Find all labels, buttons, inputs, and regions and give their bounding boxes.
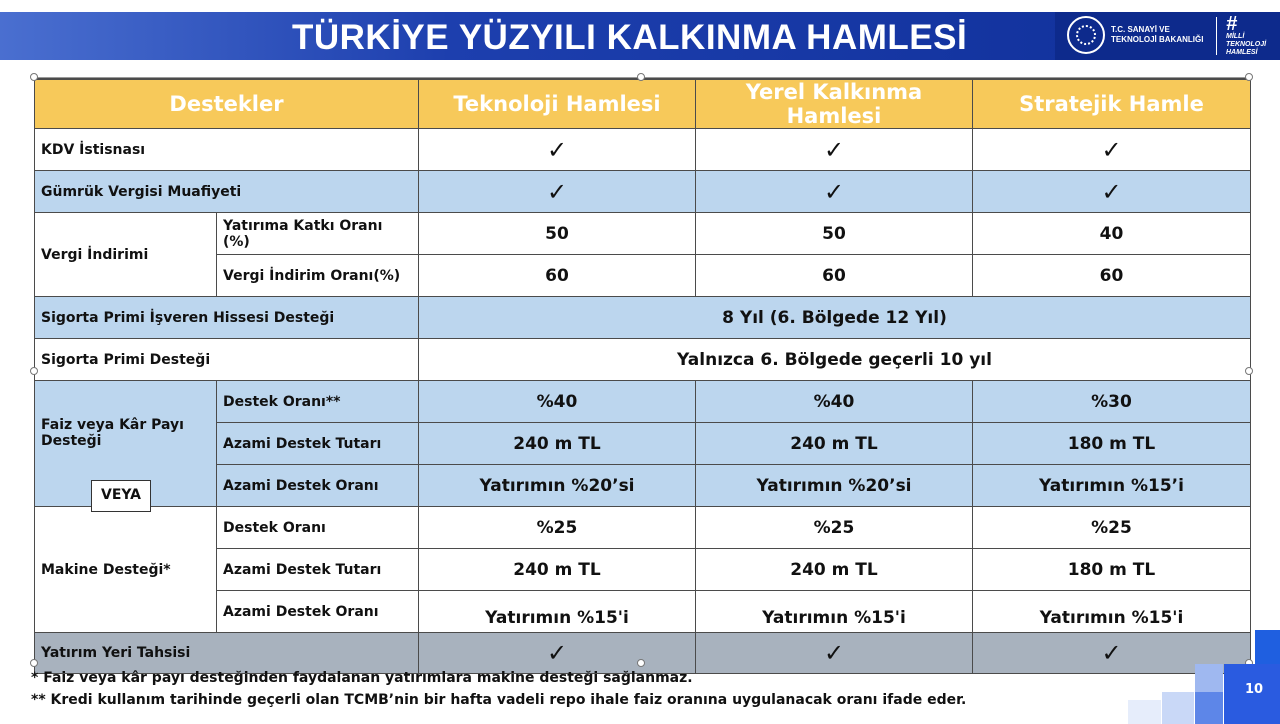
page-title: TÜRKİYE YÜZYILI KALKINMA HAMLESİ [292, 18, 968, 57]
check-icon: ✓ [419, 171, 696, 213]
table-cell: 240 m TL [419, 423, 696, 465]
table-cell: %25 [973, 507, 1251, 549]
table-cell: 50 [419, 213, 696, 255]
resize-handle-middle-right[interactable] [1245, 367, 1253, 375]
table-row [35, 255, 1251, 297]
support-comparison-table[interactable] [34, 78, 1251, 674]
table-cell: Yatırımın %15'i [419, 591, 696, 633]
table-row [35, 591, 1251, 633]
row-label: Yatırıma Katkı Oranı (%) [217, 213, 419, 255]
header-destekler: Destekler [35, 79, 419, 129]
resize-handle-top-right[interactable] [1245, 73, 1253, 81]
logo-divider [1216, 17, 1217, 55]
table-row [35, 507, 1251, 549]
table-cell: 180 m TL [973, 549, 1251, 591]
hashtag-icon: # [1226, 13, 1238, 35]
check-icon: ✓ [973, 129, 1251, 171]
resize-handle-bottom-left[interactable] [30, 659, 38, 667]
table-header-row [35, 79, 1251, 129]
row-label: Azami Destek Tutarı [217, 549, 419, 591]
hashtag-line-3: HAMLESİ [1226, 49, 1258, 56]
table-cell: Yatırımın %15’i [973, 465, 1251, 507]
table-cell: 60 [419, 255, 696, 297]
table-row [35, 213, 1251, 255]
decor-square [1195, 664, 1223, 692]
resize-handle-top-left[interactable] [30, 73, 38, 81]
check-icon: ✓ [696, 171, 973, 213]
ministry-seal-icon [1067, 16, 1105, 54]
check-icon: ✓ [973, 171, 1251, 213]
table-row [35, 549, 1251, 591]
table-cell: 180 m TL [973, 423, 1251, 465]
hashtag-line-1: MİLLİ [1226, 33, 1245, 40]
table-cell: 240 m TL [419, 549, 696, 591]
check-icon: ✓ [696, 633, 973, 674]
page-number: 10 [1244, 682, 1264, 697]
ministry-line-2: TEKNOLOJİ BAKANLIĞI [1111, 35, 1204, 44]
table-cell: 60 [696, 255, 973, 297]
table-row [35, 381, 1251, 423]
row-label: KDV İstisnası [35, 129, 419, 171]
table-cell: Yalnızca 6. Bölgede geçerli 10 yıl [419, 339, 1251, 381]
table-row [35, 633, 1251, 674]
footnote-2: ** Kredi kullanım tarihinde geçerli olan TCMB’nin bir hafta vadeli repo ihale faiz oranına uygulanacak oranı ifade eder. [31, 692, 967, 708]
row-label: Gümrük Vergisi Muafiyeti [35, 171, 419, 213]
table-cell: Yatırımın %15'i [973, 591, 1251, 633]
row-label: Sigorta Primi Desteği [35, 339, 419, 381]
table-cell: 50 [696, 213, 973, 255]
veya-badge: VEYA [91, 480, 151, 512]
decor-square [1162, 692, 1194, 724]
header-stratejik-hamle: Stratejik Hamle [973, 79, 1251, 129]
decor-square [1255, 630, 1280, 664]
ministry-name [1111, 25, 1203, 45]
resize-handle-middle-left[interactable] [30, 367, 38, 375]
ministry-line-1: T.C. SANAYİ VE [1111, 25, 1170, 34]
table-row [35, 423, 1251, 465]
group-label-vergi-indirimi: Vergi İndirimi [35, 213, 217, 297]
hashtag-line-2: TEKNOLOJİ [1226, 41, 1267, 48]
table-row [35, 465, 1251, 507]
decor-square [1128, 700, 1161, 724]
table-cell: 240 m TL [696, 423, 973, 465]
milli-teknoloji-logo [1226, 15, 1276, 57]
table-cell: %40 [419, 381, 696, 423]
header-yerel-kalkinma: Yerel Kalkınma Hamlesi [696, 79, 973, 129]
resize-handle-top-center[interactable] [637, 73, 645, 81]
header-teknoloji-hamlesi: Teknoloji Hamlesi [419, 79, 696, 129]
table-row [35, 171, 1251, 213]
check-icon: ✓ [973, 633, 1251, 674]
row-label: Destek Oranı** [217, 381, 419, 423]
row-label: Azami Destek Tutarı [217, 423, 419, 465]
table-cell: Yatırımın %20’si [419, 465, 696, 507]
table-cell: 240 m TL [696, 549, 973, 591]
row-label: Azami Destek Oranı [217, 591, 419, 633]
group-label-makine: Makine Desteği* [35, 507, 217, 633]
row-label: Yatırım Yeri Tahsisi [35, 633, 419, 674]
table-row [35, 339, 1251, 381]
row-label: Sigorta Primi İşveren Hissesi Desteği [35, 297, 419, 339]
table-cell: 8 Yıl (6. Bölgede 12 Yıl) [419, 297, 1251, 339]
table-cell: %30 [973, 381, 1251, 423]
table-row [35, 297, 1251, 339]
check-icon: ✓ [696, 129, 973, 171]
check-icon: ✓ [419, 633, 696, 674]
table-cell: %25 [419, 507, 696, 549]
footnote-1: * Faiz veya kâr payı desteğinden faydalanan yatırımlara makine desteği sağlanmaz. [31, 670, 693, 686]
row-label: Destek Oranı [217, 507, 419, 549]
table-cell: %25 [696, 507, 973, 549]
resize-handle-bottom-center[interactable] [637, 659, 645, 667]
decor-square [1195, 692, 1223, 724]
row-label: Azami Destek Oranı [217, 465, 419, 507]
group-label-faiz: Faiz veya Kâr Payı Desteği [35, 381, 217, 507]
table-cell: Yatırımın %15'i [696, 591, 973, 633]
table-cell: Yatırımın %20’si [696, 465, 973, 507]
row-label: Vergi İndirim Oranı(%) [217, 255, 419, 297]
table-cell: 60 [973, 255, 1251, 297]
table-row [35, 129, 1251, 171]
table-cell: 40 [973, 213, 1251, 255]
check-icon: ✓ [419, 129, 696, 171]
table-cell: %40 [696, 381, 973, 423]
